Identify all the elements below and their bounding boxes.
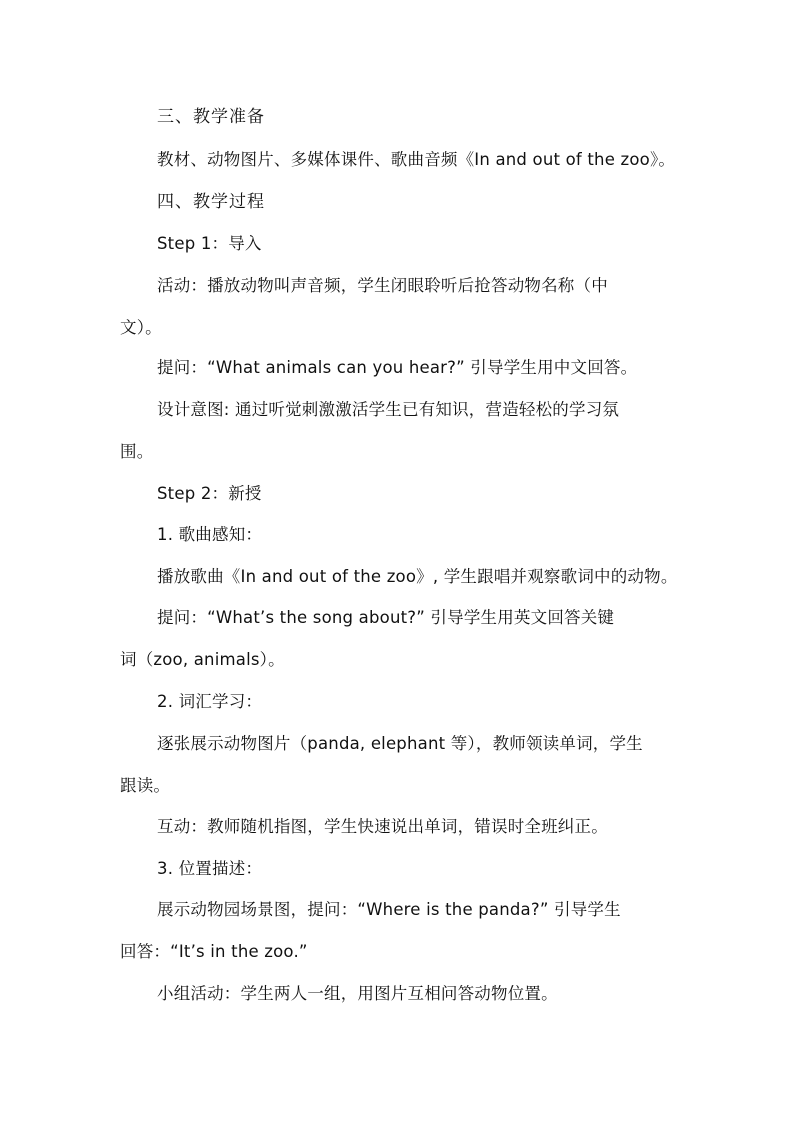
step1-activity-line1: 活动：播放动物叫声音频，学生闭眼聆听后抢答动物名称（中 (157, 276, 608, 295)
step1-activity-line2: 文）。 (120, 318, 162, 337)
step2-heading: Step 2：新授 (157, 484, 262, 503)
section-heading-preparation: 三、教学准备 (157, 107, 265, 127)
section-heading-process: 四、教学过程 (157, 192, 265, 212)
part2-show-line1: 逐张展示动物图片（panda, elephant 等），教师领读单词，学生 (157, 734, 643, 753)
part3-show-line2: 回答：“It’s in the zoo.” (120, 942, 308, 961)
part2-interaction: 互动：教师随机指图，学生快速说出单词，错误时全班纠正。 (157, 817, 608, 836)
part2-heading: 2. 词汇学习： (157, 692, 263, 711)
step1-design-line1: 设计意图: 通过听觉刺激激活学生已有知识，营造轻松的学习氛 (157, 400, 620, 419)
part2-show-line2: 跟读。 (120, 776, 171, 795)
step1-design-line2: 围。 (120, 442, 154, 461)
materials-paragraph: 教材、动物图片、多媒体课件、歌曲音频《In and out of the zoo》。 (157, 150, 676, 169)
part1-heading: 1. 歌曲感知： (157, 525, 263, 544)
part1-question-line1: 提问：“What’s the song about?” 引导学生用英文回答关键 (157, 608, 615, 627)
part3-group-activity: 小组活动：学生两人一组，用图片互相问答动物位置。 (157, 984, 558, 1003)
part1-song-paragraph: 播放歌曲《In and out of the zoo》, 学生跟唱并观察歌词中的动物。 (157, 567, 678, 586)
part1-question-line2: 词（zoo, animals）。 (120, 650, 285, 669)
step1-question: 提问：“What animals can you hear?” 引导学生用中文回答。 (157, 358, 638, 377)
part3-heading: 3. 位置描述： (157, 859, 263, 878)
step1-heading: Step 1：导入 (157, 234, 262, 253)
part3-show-line1: 展示动物园场景图，提问：“Where is the panda?” 引导学生 (157, 900, 621, 919)
